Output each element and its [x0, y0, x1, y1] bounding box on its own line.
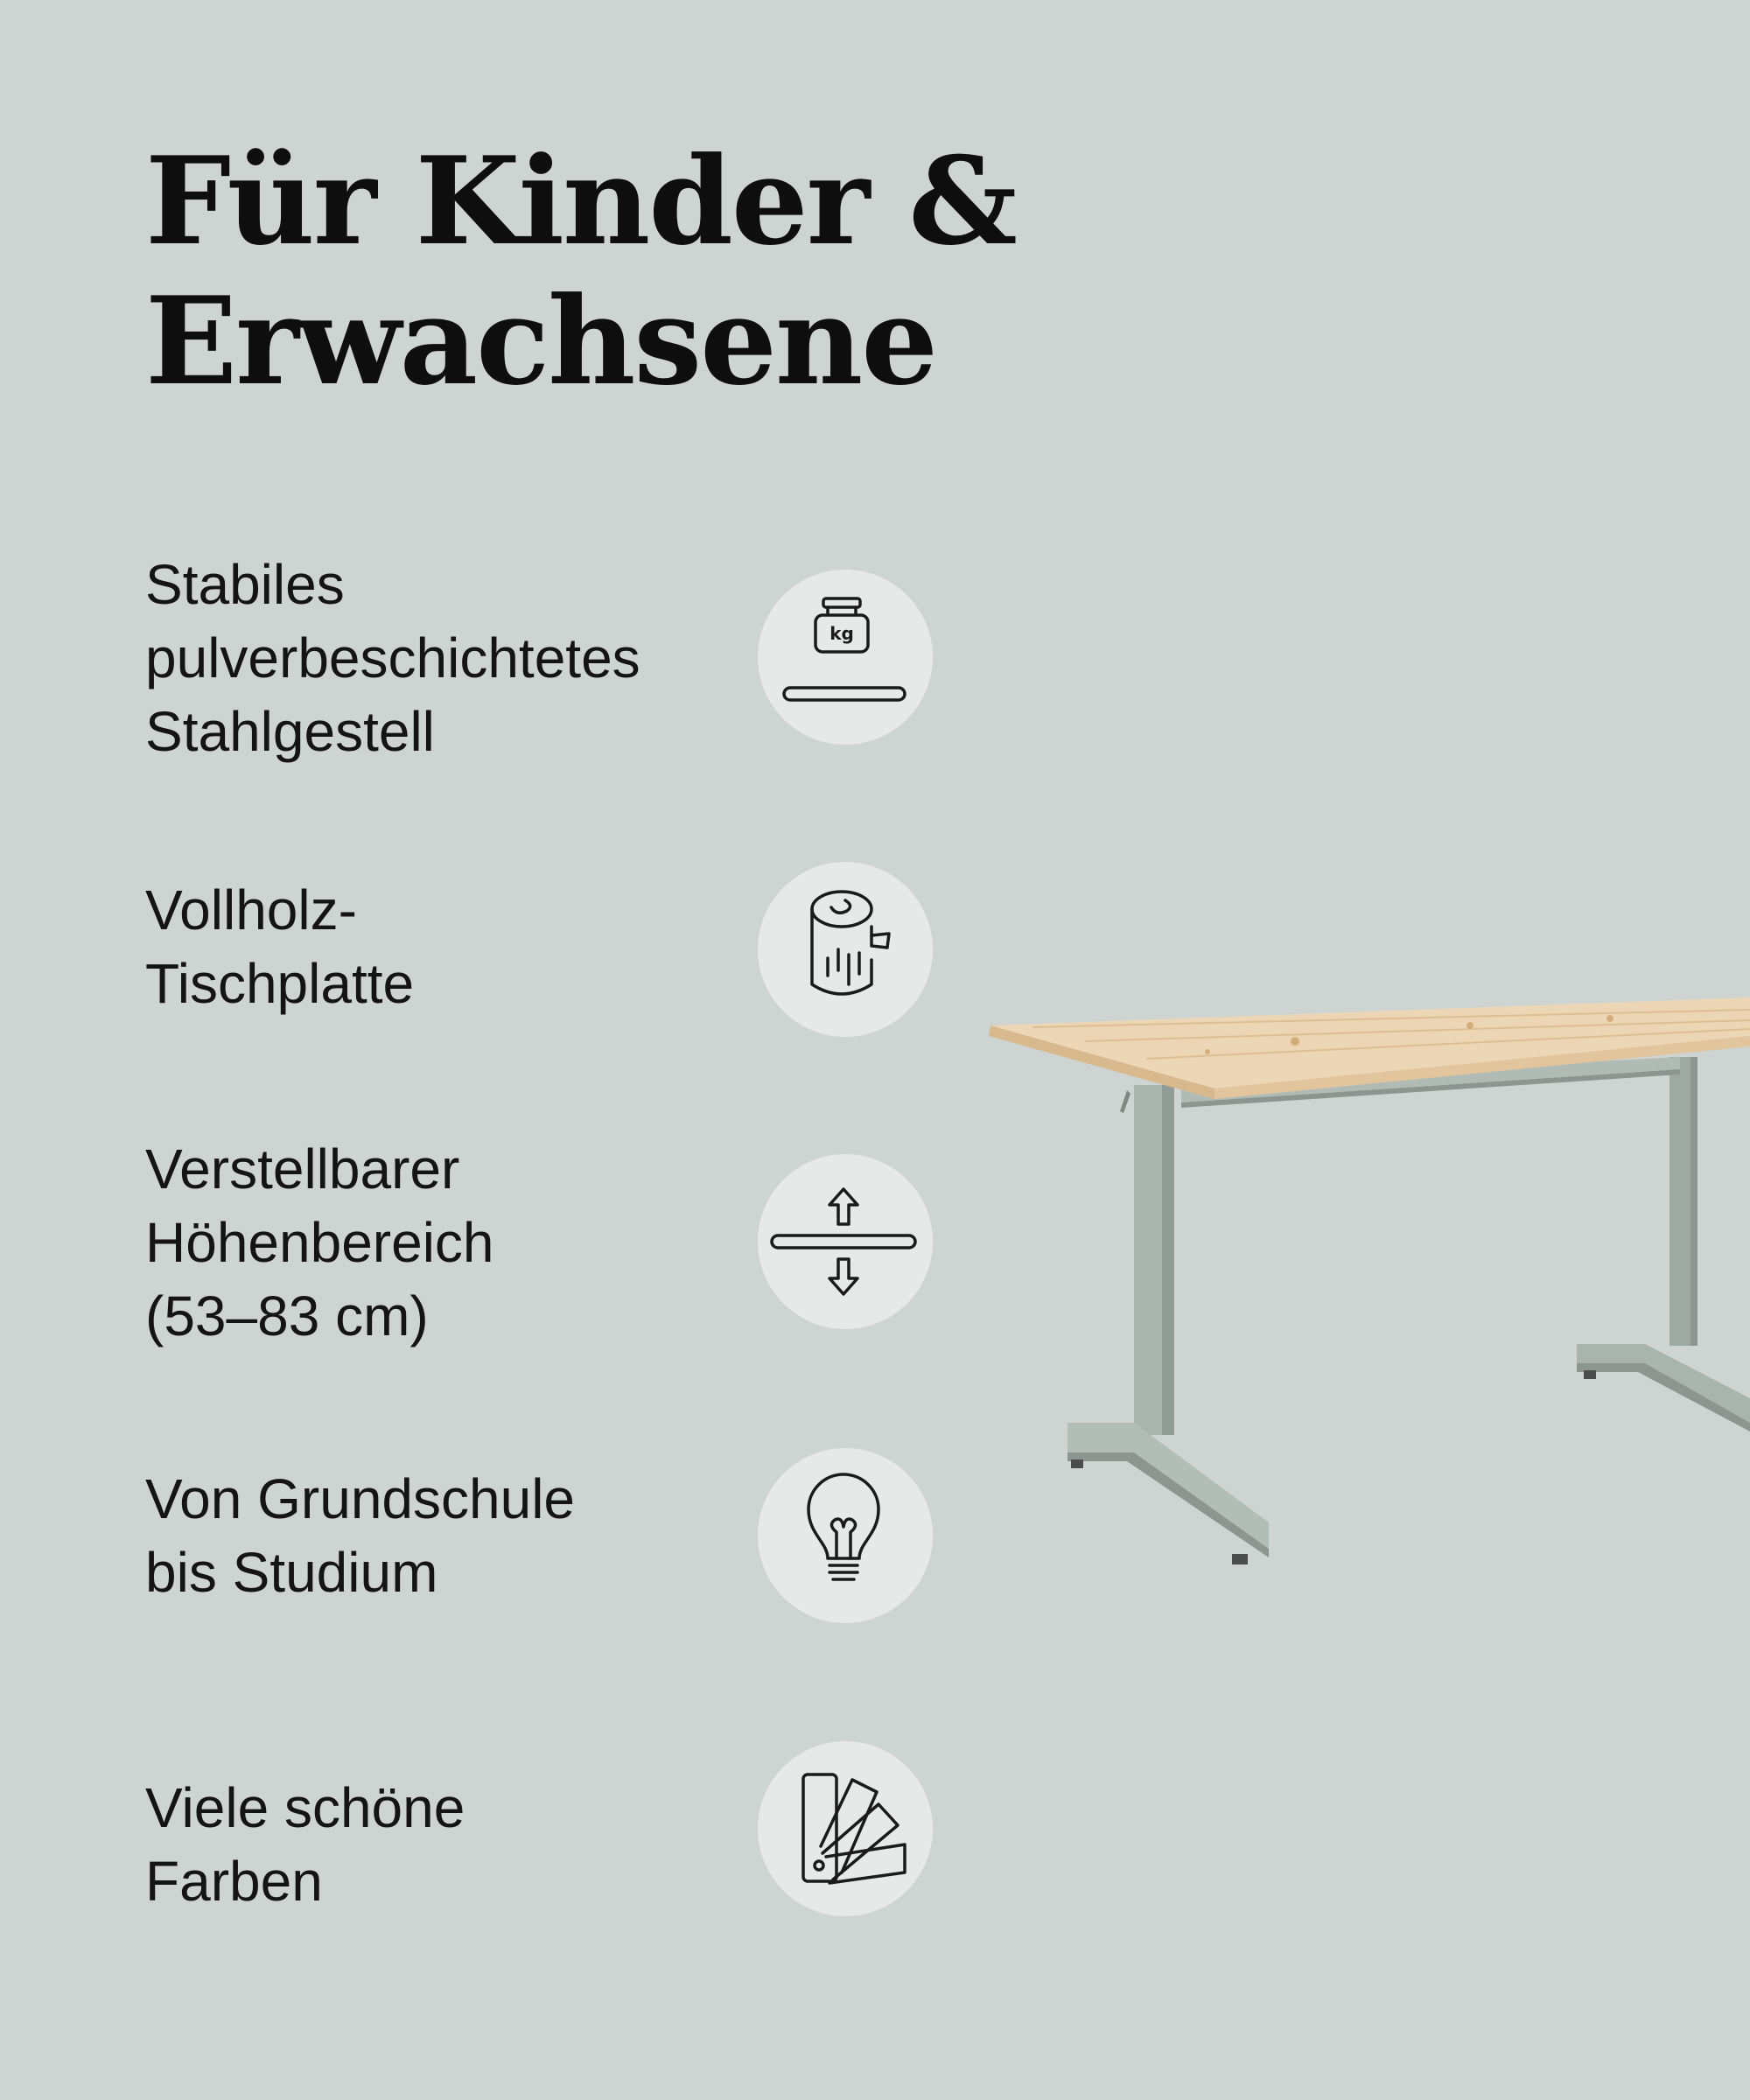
height-adjust-icon — [758, 1154, 933, 1329]
weight-kg-icon — [758, 570, 933, 745]
page-title — [145, 131, 1016, 411]
lightbulb-icon — [758, 1448, 933, 1623]
feature-school-to-university-text: Von Grundschule bis Studium — [145, 1467, 575, 1604]
title-line-2: Erwachsene — [145, 270, 937, 412]
desk-image — [980, 980, 1750, 1592]
feature-height-range-text: Verstellbarer Höhenbereich (53–83 cm) — [145, 1138, 494, 1348]
wood-log-icon — [758, 862, 933, 1037]
svg-text:kg: kg — [830, 623, 854, 644]
feature-solid-wood-text: Vollholz- Tischplatte — [145, 878, 415, 1015]
feature-steel-frame-text: Stabiles pulverbeschichtetes Stahlgestell — [145, 553, 640, 763]
color-swatch-icon — [758, 1741, 933, 1916]
feature-colors-text: Viele schöne Farben — [145, 1776, 466, 1913]
title-line-1: Für Kinder & — [145, 130, 1016, 272]
